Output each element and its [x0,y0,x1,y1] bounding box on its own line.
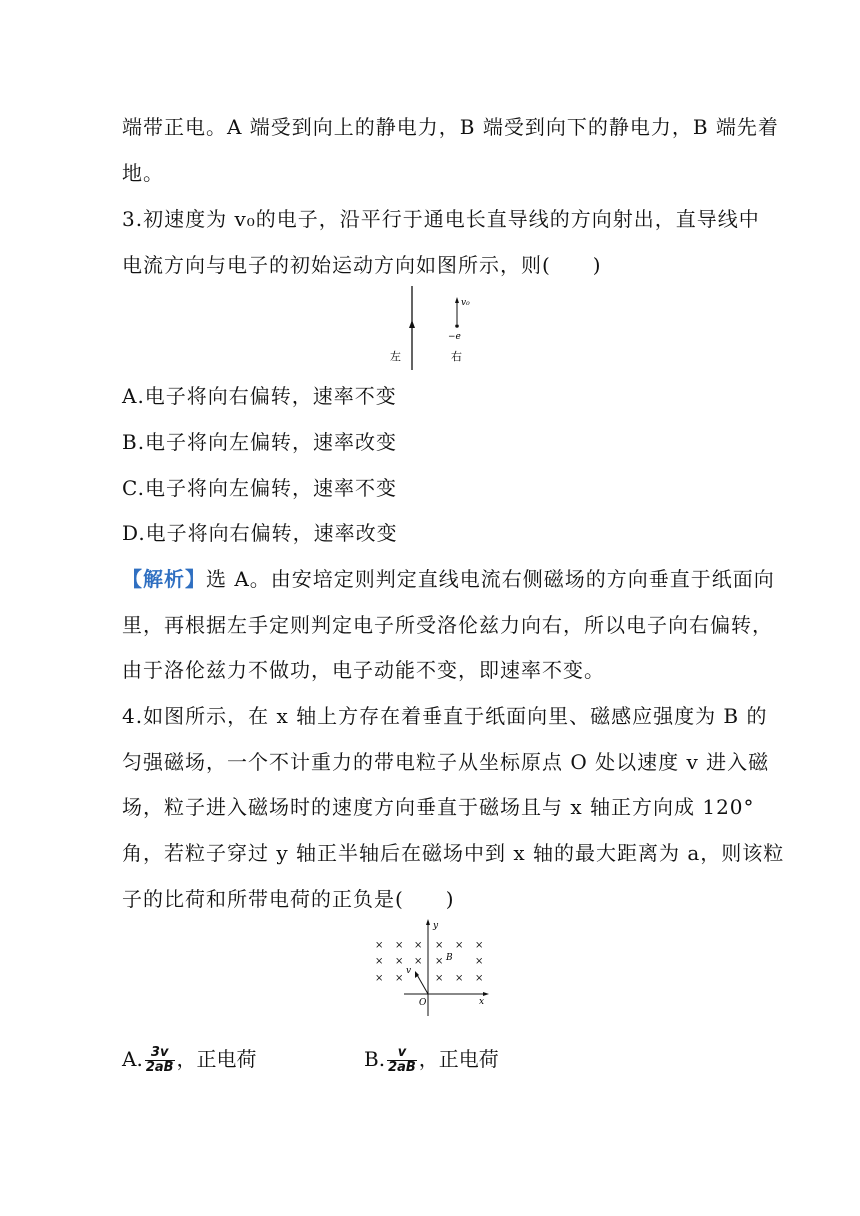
x-axis-label: x [479,997,485,1007]
svg-text:×: × [435,956,444,967]
svg-text:×: × [435,973,444,984]
svg-text:×: × [375,973,384,984]
wire-electron-figure [380,282,490,372]
svg-text:×: × [435,940,444,951]
question-3-stem: 3.初速度为 v₀的电子，沿平行于通电长直导线的方向射出，直导线中 [122,207,760,231]
velocity-label: v [406,966,412,976]
svg-text:×: × [395,956,404,967]
svg-text:×: × [375,956,384,967]
right-label: 右 [451,350,462,363]
svg-text:×: × [395,940,404,951]
svg-text:×: × [395,973,404,984]
analysis-line: 由于洛伦兹力不做功，电子动能不变，即速率不变。 [122,658,605,682]
option-a-q4: A. $\frac{3v}{2aB}$ ，正电荷 [122,1045,257,1075]
y-axis-label: y [433,921,439,931]
question-4-stem: 角，若粒子穿过 y 轴正半轴后在磁场中到 x 轴的最大距离为 a，则该粒 [122,841,785,865]
paragraph-line: 端带正电。A 端受到向上的静电力，B 端受到向下的静电力，B 端先着 [122,115,779,139]
origin-label: O [419,998,427,1008]
paragraph-line: 地。 [122,161,164,185]
electron-label: −e [448,332,461,342]
analysis-tag: 【解析】 [122,567,206,591]
option-d: D.电子将向右偏转，速率改变 [122,521,398,545]
question-4-stem: 匀强磁场，一个不计重力的带电粒子从坐标原点 O 处以速度 v 进入磁 [122,750,770,774]
option-a: A.电子将向右偏转，速率不变 [122,384,397,408]
v0-label: v₀ [461,298,470,308]
analysis-text: 选 A。由安培定则判定直线电流右侧磁场的方向垂直于纸面向 [206,567,775,591]
svg-text:×: × [455,973,464,984]
field-crosses [375,940,483,984]
svg-text:×: × [475,956,484,967]
svg-text:×: × [475,973,484,984]
magnetic-field-figure [364,918,494,1020]
fraction: $\frac{3v}{2aB}$ [145,1045,174,1075]
field-b-label: B [446,953,453,963]
option-c: C.电子将向左偏转，速率不变 [122,476,397,500]
svg-text:×: × [414,956,423,967]
fraction: $\frac{v}{2aB}$ [388,1045,416,1075]
option-b: B.电子将向左偏转，速率改变 [122,430,398,454]
question-3-stem: 电流方向与电子的初始运动方向如图所示，则( ) [122,253,602,277]
question-4-stem: 场，粒子进入磁场时的速度方向垂直于磁场且与 x 轴正方向成 120° [122,795,755,819]
svg-text:×: × [414,940,423,951]
option-b-q4: B. $\frac{v}{2aB}$ ，正电荷 [364,1045,499,1075]
analysis-line [122,566,775,592]
svg-text:×: × [455,940,464,951]
svg-text:×: × [375,940,384,951]
analysis-line: 里，再根据左手定则判定电子所受洛伦兹力向右，所以电子向右偏转， [122,613,773,637]
question-4-stem: 子的比荷和所带电荷的正负是( ) [122,887,455,911]
svg-text:×: × [475,940,484,951]
question-4-stem: 4.如图所示，在 x 轴上方存在着垂直于纸面向里、磁感应强度为 B 的 [122,704,768,728]
left-label: 左 [390,350,401,363]
